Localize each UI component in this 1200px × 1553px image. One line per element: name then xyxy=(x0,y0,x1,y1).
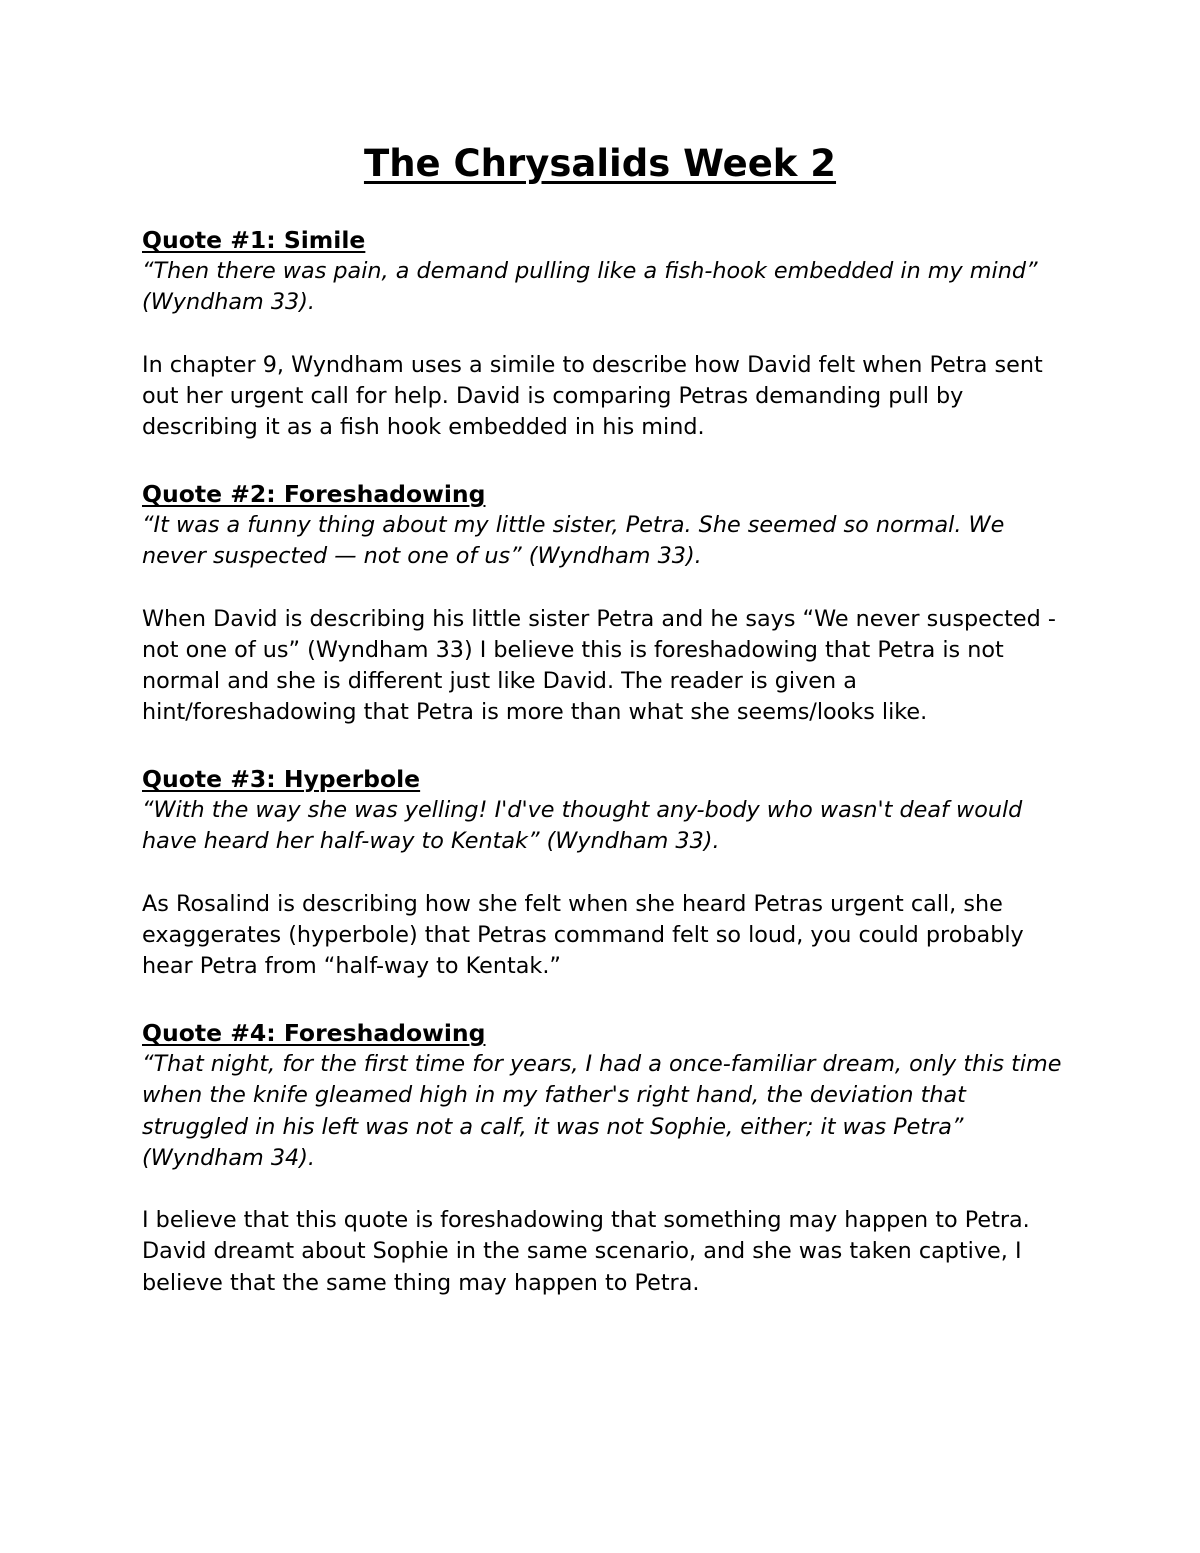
quote-text: “With the way she was yelling! I'd've thought any-body who wasn't deaf would have heard her half-way to Kentak” (Wyndham 33). xyxy=(142,797,1023,855)
quote-section-4 xyxy=(142,1018,1072,1299)
analysis-text: In chapter 9, Wyndham uses a simile to describe how David felt when Petra sent out her urgent call for help. David is comparing Petras demanding pull by describing it as a fish hook embedded in his mind. xyxy=(142,351,1043,441)
section-heading: Quote #3: Hyperbole xyxy=(142,765,421,793)
quote-text: “That night, for the first time for years, I had a once-familiar dream, only this time when the knife gleamed high in my father's right hand, the deviation that struggled in his left was not a calf, it was not Sophie, either; it was Petra” (Wyndham 34). xyxy=(142,1051,1062,1171)
analysis-text: As Rosalind is describing how she felt when she heard Petras urgent call, she exaggerates (hyperbole) that Petras command felt so loud, you could probably hear Petra from “half-way to Kentak.” xyxy=(142,890,1024,980)
analysis-text: I believe that this quote is foreshadowing that something may happen to Petra. David dreamt about Sophie in the same scenario, and she was taken captive, I believe that the same thing may happen to Petra. xyxy=(142,1207,1030,1296)
analysis-text: When David is describing his little sister Petra and he says “We never suspected - not one of us” (Wyndham 33) I believe this is foreshadowing that Petra is not normal and she is different just like David. The reader is given a hint/foreshadowing that Petra is more than what she seems/looks like. xyxy=(142,605,1056,726)
quote-section-2 xyxy=(142,479,1072,729)
section-heading: Quote #1: Simile xyxy=(142,226,366,254)
quote-section-1 xyxy=(142,225,1072,443)
section-heading: Quote #2: Foreshadowing xyxy=(142,480,486,508)
document-title: The Chrysalids Week 2 xyxy=(363,142,837,185)
quote-text: “Then there was pain, a demand pulling like a fish-hook embedded in my mind” (Wyndham 33). xyxy=(142,258,1038,316)
section-heading: Quote #4: Foreshadowing xyxy=(142,1019,486,1047)
quote-text: “It was a funny thing about my little sister, Petra. She seemed so normal. We never suspected — not one of us” (Wyndham 33). xyxy=(142,512,1005,570)
quote-section-3 xyxy=(142,764,1072,982)
